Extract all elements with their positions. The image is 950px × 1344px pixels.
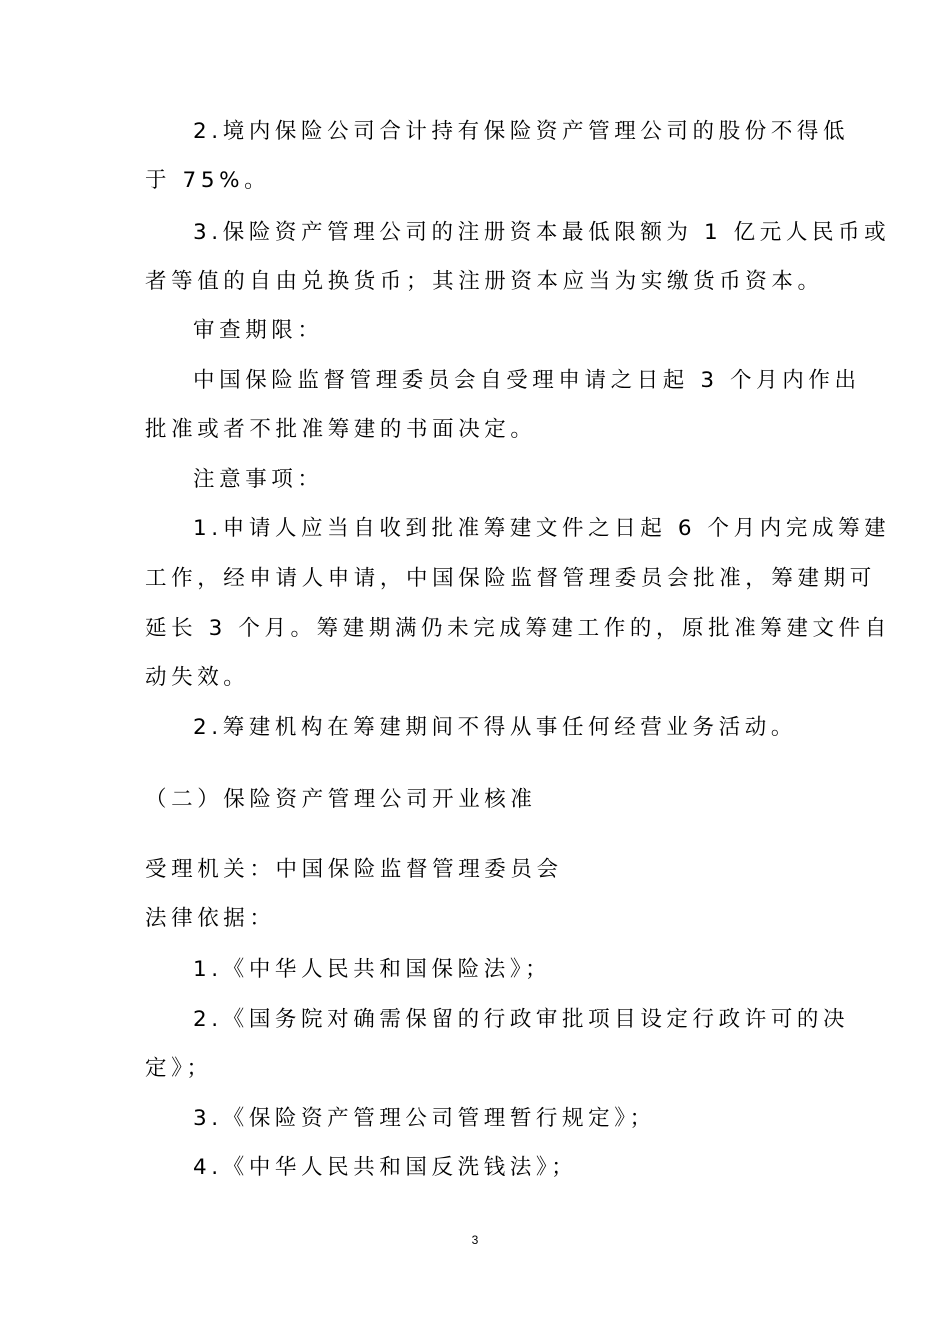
paragraph-line: 延长 3 个月。筹建期满仍未完成筹建工作的，原批准筹建文件自 — [145, 616, 891, 641]
list-item-continuation: 定》； — [145, 1056, 213, 1081]
paragraph-line: 3.保险资产管理公司的注册资本最低限额为 1 亿元人民币或 — [193, 220, 891, 245]
paragraph-line: 中国保险监督管理委员会自受理申请之日起 3 个月内作出 — [193, 368, 861, 393]
section-label: 审查期限： — [193, 318, 324, 343]
paragraph-line: 受理机关：中国保险监督管理委员会 — [145, 857, 563, 882]
list-item: 2.《国务院对确需保留的行政审批项目设定行政许可的决 — [193, 1007, 850, 1032]
paragraph-line: 批准或者不批准筹建的书面决定。 — [145, 417, 537, 442]
paragraph-line: 于 75%。 — [145, 168, 271, 193]
paragraph-line: 1.申请人应当自收到批准筹建文件之日起 6 个月内完成筹建 — [193, 516, 891, 541]
list-item: 4.《中华人民共和国反洗钱法》； — [193, 1155, 578, 1180]
paragraph-line: 者等值的自由兑换货币；其注册资本应当为实缴货币资本。 — [145, 269, 824, 294]
section-heading: （二）保险资产管理公司开业核准 — [145, 787, 537, 812]
list-item: 3.《保险资产管理公司管理暂行规定》； — [193, 1106, 656, 1131]
section-label: 注意事项： — [193, 467, 324, 492]
paragraph-line: 工作，经申请人申请，中国保险监督管理委员会批准，筹建期可 — [145, 566, 876, 591]
section-label: 法律依据： — [145, 906, 276, 931]
list-item: 1.《中华人民共和国保险法》； — [193, 957, 552, 982]
paragraph-line: 动失效。 — [145, 665, 250, 690]
paragraph-line: 2.境内保险公司合计持有保险资产管理公司的股份不得低 — [193, 119, 850, 144]
page-number: 3 — [471, 1233, 479, 1247]
paragraph-line: 2.筹建机构在筹建期间不得从事任何经营业务活动。 — [193, 715, 797, 740]
